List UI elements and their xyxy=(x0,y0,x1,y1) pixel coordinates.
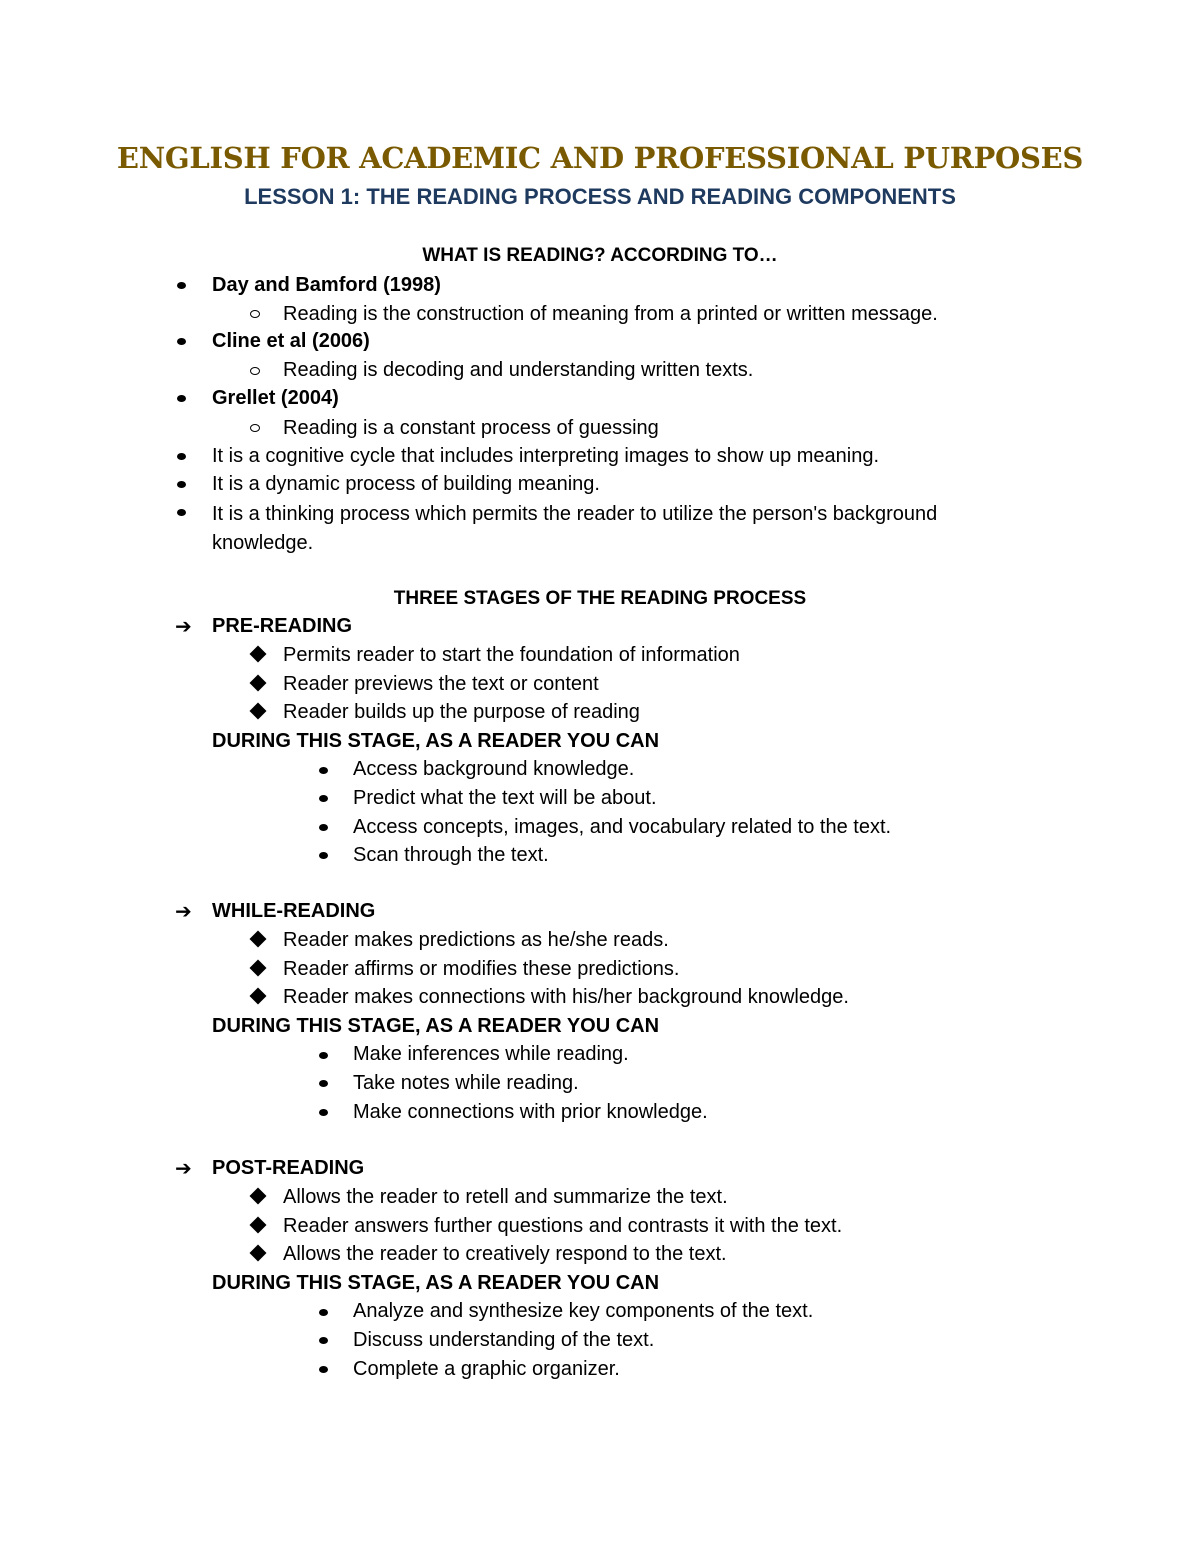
filled-bullet-icon xyxy=(177,481,186,488)
stage-description: Reader affirms or modifies these predictions. xyxy=(283,958,680,980)
what-is-reading-heading: WHAT IS READING? ACCORDING TO… xyxy=(422,245,778,266)
diamond-bullet-icon xyxy=(250,1217,267,1234)
stage-can-heading: DURING THIS STAGE, AS A READER YOU CAN xyxy=(212,1015,660,1037)
stage-can-item: Predict what the text will be about. xyxy=(353,787,657,809)
diamond-bullet-icon xyxy=(250,1188,267,1205)
author-definition: Reading is a constant process of guessing xyxy=(283,417,659,439)
stage-can-item: Analyze and synthesize key components of the text. xyxy=(353,1300,814,1322)
filled-bullet-icon xyxy=(319,1080,328,1087)
diamond-bullet-icon xyxy=(250,1245,267,1262)
diamond-bullet-icon xyxy=(250,931,267,948)
filled-bullet-icon xyxy=(177,509,186,516)
diamond-bullet-icon xyxy=(250,675,267,692)
stage-description: Allows the reader to creatively respond to the text. xyxy=(283,1243,727,1265)
stage-description: Reader makes predictions as he/she reads. xyxy=(283,929,669,951)
stage-can-item: Make connections with prior knowledge. xyxy=(353,1101,708,1123)
author-name: Grellet (2004) xyxy=(212,387,339,409)
stage-description: Permits reader to start the foundation of information xyxy=(283,644,740,666)
reading-point: It is a cognitive cycle that includes interpreting images to show up meaning. xyxy=(212,445,880,467)
stage-description: Reader builds up the purpose of reading xyxy=(283,701,640,723)
stage-description: Reader previews the text or content xyxy=(283,673,599,695)
filled-bullet-icon xyxy=(319,1052,328,1059)
stage-name: POST-READING xyxy=(212,1157,365,1179)
stage-can-item: Access background knowledge. xyxy=(353,758,635,780)
stage-can-item: Scan through the text. xyxy=(353,844,549,866)
stage-can-item: Take notes while reading. xyxy=(353,1072,579,1094)
arrow-bullet-icon: ➔ xyxy=(175,614,192,638)
reading-point: It is a thinking process which permits the reader to utilize the person's background knowledge. xyxy=(212,503,938,554)
filled-bullet-icon xyxy=(319,1309,328,1316)
diamond-bullet-icon xyxy=(250,646,267,663)
stage-can-heading: DURING THIS STAGE, AS A READER YOU CAN xyxy=(212,1272,660,1294)
filled-bullet-icon xyxy=(177,453,186,460)
arrow-bullet-icon: ➔ xyxy=(175,1156,192,1180)
filled-bullet-icon xyxy=(319,1337,328,1344)
stage-can-item: Complete a graphic organizer. xyxy=(353,1358,620,1380)
author-name: Day and Bamford (1998) xyxy=(212,274,441,296)
lesson-subtitle: LESSON 1: THE READING PROCESS AND READING COMPONENTS xyxy=(244,184,956,209)
reading-point: It is a dynamic process of building meaning. xyxy=(212,473,600,495)
stage-description: Reader makes connections with his/her background knowledge. xyxy=(283,986,849,1008)
author-definition: Reading is decoding and understanding written texts. xyxy=(283,359,754,381)
stages-heading: THREE STAGES OF THE READING PROCESS xyxy=(393,588,807,609)
stage-name: PRE-READING xyxy=(212,615,353,637)
stage-can-item: Access concepts, images, and vocabulary related to the text. xyxy=(353,816,892,838)
filled-bullet-icon xyxy=(177,338,186,345)
filled-bullet-icon xyxy=(319,1109,328,1116)
diamond-bullet-icon xyxy=(250,703,267,720)
stage-description: Allows the reader to retell and summarize the text. xyxy=(283,1186,728,1208)
filled-bullet-icon xyxy=(319,824,328,831)
stage-name: WHILE-READING xyxy=(212,900,376,922)
hollow-bullet-icon xyxy=(250,424,260,432)
filled-bullet-icon xyxy=(177,282,186,289)
filled-bullet-icon xyxy=(177,395,186,402)
stage-can-heading: DURING THIS STAGE, AS A READER YOU CAN xyxy=(212,730,660,752)
stage-description: Reader answers further questions and contrasts it with the text. xyxy=(283,1215,843,1237)
diamond-bullet-icon xyxy=(250,960,267,977)
stage-can-item: Make inferences while reading. xyxy=(353,1043,629,1065)
filled-bullet-icon xyxy=(319,767,328,774)
filled-bullet-icon xyxy=(319,795,328,802)
filled-bullet-icon xyxy=(319,852,328,859)
author-definition: Reading is the construction of meaning from a printed or written message. xyxy=(283,303,938,325)
stage-can-item: Discuss understanding of the text. xyxy=(353,1329,655,1351)
diamond-bullet-icon xyxy=(250,988,267,1005)
hollow-bullet-icon xyxy=(250,310,260,318)
hollow-bullet-icon xyxy=(250,367,260,375)
arrow-bullet-icon: ➔ xyxy=(175,899,192,923)
author-name: Cline et al (2006) xyxy=(212,330,370,352)
document-title: ENGLISH FOR ACADEMIC AND PROFESSIONAL PURPOSES xyxy=(116,141,1084,175)
filled-bullet-icon xyxy=(319,1366,328,1373)
